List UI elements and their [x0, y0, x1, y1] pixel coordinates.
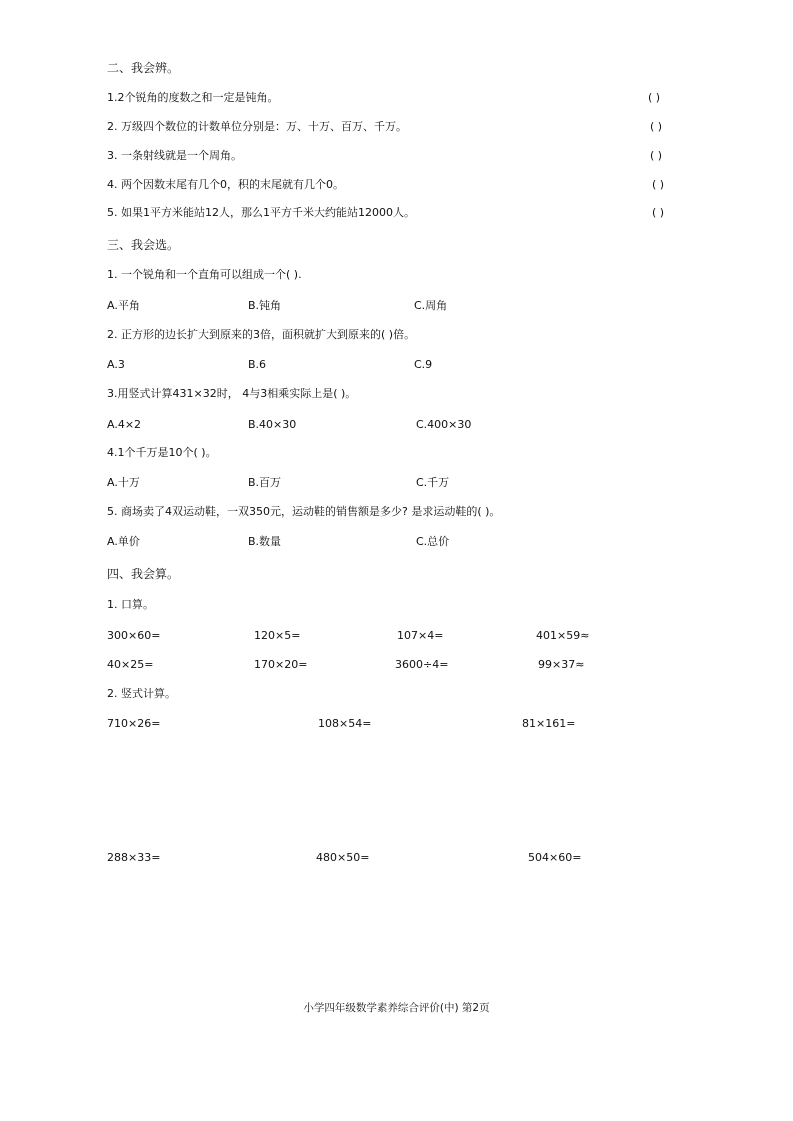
choice-4-option-a[interactable]: A.十万 [107, 476, 140, 489]
choice-question-4: 4.1个千万是10个( )。 [107, 446, 217, 459]
choice-2-option-a[interactable]: A.3 [107, 358, 125, 371]
choice-5-option-a[interactable]: A.单价 [107, 535, 140, 548]
section-3-title: 三、我会选。 [107, 238, 180, 252]
choice-3-option-b[interactable]: B.40×30 [248, 418, 297, 431]
choice-4-option-c[interactable]: C.千万 [416, 476, 450, 489]
judge-answer-1[interactable]: ( ) [648, 91, 661, 104]
judge-answer-3[interactable]: ( ) [650, 149, 663, 162]
choice-question-5: 5. 商场卖了4双运动鞋，一双350元，运动鞋的销售额是多少? 是求运动鞋的( )。 [107, 505, 501, 518]
oral-calc-item: 300×60= [107, 629, 161, 642]
judge-item-3: 3. 一条射线就是一个周角。 [107, 149, 242, 162]
oral-calc-item: 40×25= [107, 658, 154, 671]
judge-item-5: 5. 如果1平方米能站12人，那么1平方千米大约能站12000人。 [107, 206, 415, 219]
section-2-title: 二、我会辨。 [107, 61, 180, 75]
choice-question-1: 1. 一个锐角和一个直角可以组成一个( ). [107, 268, 302, 281]
oral-calc-item: 120×5= [254, 629, 301, 642]
choice-2-option-b[interactable]: B.6 [248, 358, 267, 371]
judge-answer-2[interactable]: ( ) [650, 120, 663, 133]
vertical-calc-item: 710×26= [107, 717, 161, 730]
section-4-title: 四、我会算。 [107, 567, 180, 581]
choice-1-option-b[interactable]: B.钝角 [248, 299, 282, 312]
vertical-calc-title: 2. 竖式计算。 [107, 687, 176, 700]
vertical-calc-item: 81×161= [522, 717, 576, 730]
choice-4-option-b[interactable]: B.百万 [248, 476, 282, 489]
oral-calc-title: 1. 口算。 [107, 598, 154, 611]
choice-3-option-a[interactable]: A.4×2 [107, 418, 142, 431]
choice-1-option-a[interactable]: A.平角 [107, 299, 140, 312]
choice-question-3: 3.用竖式计算431×32时， 4与3相乘实际上是( )。 [107, 387, 357, 400]
choice-5-option-b[interactable]: B.数量 [248, 535, 282, 548]
choice-2-option-c[interactable]: C.9 [414, 358, 433, 371]
choice-question-2: 2. 正方形的边长扩大到原来的3倍，面积就扩大到原来的( )倍。 [107, 328, 416, 341]
choice-1-option-c[interactable]: C.周角 [414, 299, 448, 312]
oral-calc-item: 99×37≈ [538, 658, 585, 671]
choice-5-option-c[interactable]: C.总价 [416, 535, 450, 548]
vertical-calc-item: 480×50= [316, 851, 370, 864]
judge-item-1: 1.2个锐角的度数之和一定是钝角。 [107, 91, 279, 104]
oral-calc-item: 401×59≈ [536, 629, 590, 642]
oral-calc-item: 170×20= [254, 658, 308, 671]
judge-item-2: 2. 万级四个数位的计数单位分别是：万、十万、百万、千万。 [107, 120, 407, 133]
page-footer: 小学四年级数学素养综合评价(中) 第2页 [303, 1002, 490, 1014]
choice-3-option-c[interactable]: C.400×30 [416, 418, 472, 431]
oral-calc-item: 107×4= [397, 629, 444, 642]
vertical-calc-item: 288×33= [107, 851, 161, 864]
vertical-calc-item: 108×54= [318, 717, 372, 730]
vertical-calc-item: 504×60= [528, 851, 582, 864]
oral-calc-item: 3600÷4= [395, 658, 449, 671]
judge-answer-5[interactable]: ( ) [652, 206, 665, 219]
judge-item-4: 4. 两个因数末尾有几个0，积的末尾就有几个0。 [107, 178, 344, 191]
judge-answer-4[interactable]: ( ) [652, 178, 665, 191]
